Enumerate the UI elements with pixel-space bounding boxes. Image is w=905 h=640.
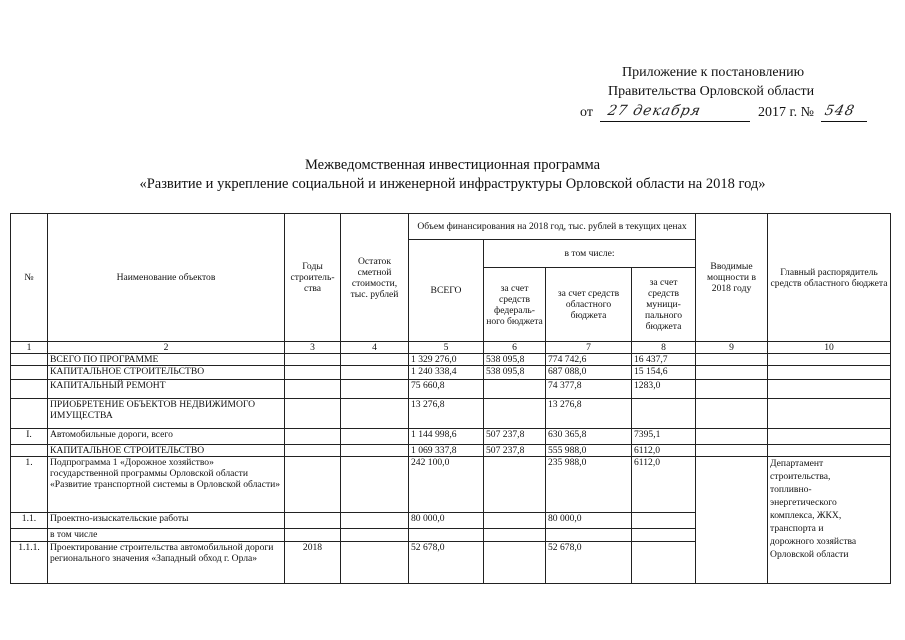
row-remainder (341, 513, 409, 529)
dept-line: топливно- (770, 484, 812, 495)
row-num (11, 529, 48, 542)
row-num: I. (11, 429, 48, 445)
row-regional: 13 276,8 (546, 399, 632, 429)
row-manager (768, 445, 891, 457)
row-municipal (632, 399, 696, 429)
handwritten-number: 548 (823, 103, 857, 119)
row-municipal (632, 542, 696, 584)
col-number: 8 (632, 342, 696, 354)
row-total: 1 329 276,0 (409, 354, 484, 366)
row-federal (484, 380, 546, 399)
row-regional: 74 377,8 (546, 380, 632, 399)
row-municipal: 16 437,7 (632, 354, 696, 366)
col-header-funding: Объем финансирования на 2018 год, тыс. рублей в текущих ценах (409, 214, 696, 240)
row-capacity (696, 354, 768, 366)
row-municipal: 6112,0 (632, 457, 696, 513)
program-title: Межведомственная инвестиционная программа (304, 157, 601, 173)
row-total: 1 240 338,4 (409, 366, 484, 380)
col-header-num: № (11, 214, 48, 342)
row-years (285, 380, 341, 399)
col-number: 4 (341, 342, 409, 354)
row-municipal: 6112,0 (632, 445, 696, 457)
dept-line: Орловской области (770, 549, 849, 560)
col-number: 9 (696, 342, 768, 354)
row-name: КАПИТАЛЬНОЕ СТРОИТЕЛЬСТВО (48, 366, 285, 380)
dept-line: дорожного хозяйства (770, 536, 857, 547)
row-years (285, 354, 341, 366)
col-number-row (11, 342, 891, 354)
row-remainder (341, 429, 409, 445)
row-federal: 507 237,8 (484, 429, 546, 445)
date-field (600, 105, 750, 122)
number-field (821, 105, 867, 122)
row-remainder (341, 529, 409, 542)
row-remainder (341, 354, 409, 366)
row-regional: 80 000,0 (546, 513, 632, 529)
row-municipal: 1283,0 (632, 380, 696, 399)
table-row (11, 399, 891, 429)
row-manager (768, 380, 891, 399)
row-federal (484, 542, 546, 584)
table-row (11, 354, 891, 366)
row-manager (768, 366, 891, 380)
row-remainder (341, 366, 409, 380)
row-name: в том числе (48, 529, 285, 542)
row-total: 80 000,0 (409, 513, 484, 529)
row-capacity (696, 445, 768, 457)
table-row (11, 366, 891, 380)
row-manager (768, 354, 891, 366)
row-remainder (341, 445, 409, 457)
row-num: 1.1.1. (11, 542, 48, 584)
row-federal: 538 095,8 (484, 354, 546, 366)
col-header-name: Наименование объектов (48, 214, 285, 342)
government-line: Правительства Орловской области (608, 84, 815, 99)
row-municipal (632, 513, 696, 529)
col-number: 3 (285, 342, 341, 354)
row-num (11, 354, 48, 366)
row-name: ПРИОБРЕТЕНИЕ ОБЪЕКТОВ НЕДВИЖИМОГО ИМУЩЕСТВА (48, 399, 285, 429)
row-total: 242 100,0 (409, 457, 484, 513)
row-name: Проектно-изыскательские работы (48, 513, 285, 529)
col-number: 5 (409, 342, 484, 354)
row-remainder (341, 457, 409, 513)
col-header-federal: за счет средств федераль-ного бюджета (484, 268, 546, 342)
col-number: 6 (484, 342, 546, 354)
row-total (409, 529, 484, 542)
row-regional: 555 988,0 (546, 445, 632, 457)
row-capacity (696, 429, 768, 445)
row-num (11, 366, 48, 380)
row-name: Проектирование строительства автомобильной дороги регионального значения «Западный обход г. Орла» (48, 542, 285, 584)
row-municipal: 15 154,6 (632, 366, 696, 380)
row-name: КАПИТАЛЬНОЕ СТРОИТЕЛЬСТВО (48, 445, 285, 457)
row-regional: 52 678,0 (546, 542, 632, 584)
row-regional (546, 529, 632, 542)
row-name: Автомобильные дороги, всего (48, 429, 285, 445)
date-prefix: от (580, 105, 593, 120)
table-row (11, 457, 891, 513)
row-federal (484, 513, 546, 529)
row-total: 75 660,8 (409, 380, 484, 399)
row-total: 52 678,0 (409, 542, 484, 584)
row-regional: 687 088,0 (546, 366, 632, 380)
col-number: 7 (546, 342, 632, 354)
appendix-line: Приложение к постановлению (622, 65, 805, 80)
col-number: 2 (48, 342, 285, 354)
dept-line: энергетического (770, 497, 837, 508)
row-federal (484, 529, 546, 542)
program-table (10, 213, 891, 584)
row-total: 1 069 337,8 (409, 445, 484, 457)
row-years (285, 529, 341, 542)
main-manager-cell (768, 457, 891, 584)
col-header-municipal: за счет средств муници-пального бюджета (632, 268, 696, 342)
row-num (11, 399, 48, 429)
row-federal (484, 457, 546, 513)
row-manager (768, 429, 891, 445)
table-row (11, 380, 891, 399)
handwritten-date: 27 декабря (606, 103, 704, 119)
date-number-line (580, 104, 880, 122)
row-years (285, 457, 341, 513)
table-row (11, 429, 891, 445)
row-num: 1. (11, 457, 48, 513)
col-number: 10 (768, 342, 891, 354)
row-capacity (696, 457, 768, 584)
row-capacity (696, 380, 768, 399)
row-years (285, 429, 341, 445)
row-remainder (341, 399, 409, 429)
row-num (11, 445, 48, 457)
dept-line: комплекса, ЖКХ, (770, 510, 842, 521)
dept-line: строительства, (770, 471, 831, 482)
row-name: ВСЕГО ПО ПРОГРАММЕ (48, 354, 285, 366)
row-years (285, 445, 341, 457)
row-years (285, 399, 341, 429)
row-manager (768, 399, 891, 429)
row-federal (484, 399, 546, 429)
row-num: 1.1. (11, 513, 48, 529)
row-federal: 507 237,8 (484, 445, 546, 457)
row-years (285, 366, 341, 380)
row-num (11, 380, 48, 399)
program-subtitle: «Развитие и укрепление социальной и инженерной инфраструктуры Орловской области на 2018 год» (139, 176, 766, 192)
dept-line: транспорта и (770, 523, 824, 534)
col-number: 1 (11, 342, 48, 354)
dept-line: Департамент (770, 458, 824, 469)
year-label: 2017 г. (757, 105, 798, 120)
number-label: № (800, 105, 814, 120)
row-name: КАПИТАЛЬНЫЙ РЕМОНТ (48, 380, 285, 399)
row-municipal (632, 529, 696, 542)
row-remainder (341, 380, 409, 399)
row-capacity (696, 366, 768, 380)
row-total: 13 276,8 (409, 399, 484, 429)
row-municipal: 7395,1 (632, 429, 696, 445)
row-name: Подпрограмма 1 «Дорожное хозяйство» государственной программы Орловской области «Развитие транспортной системы в Орловской области» (48, 457, 285, 513)
col-header-regional: за счет средств областного бюджета (546, 268, 632, 342)
row-years: 2018 (285, 542, 341, 584)
row-capacity (696, 399, 768, 429)
row-total: 1 144 998,6 (409, 429, 484, 445)
col-header-total: ВСЕГО (409, 240, 484, 342)
col-header-including: в том числе: (484, 240, 696, 268)
row-remainder (341, 542, 409, 584)
col-header-capacity: Вводимые мощности в 2018 году (696, 214, 768, 342)
col-header-years: Годы строитель-ства (285, 214, 341, 342)
col-header-manager: Главный распорядитель средств областного бюджета (768, 214, 891, 342)
row-regional: 774 742,6 (546, 354, 632, 366)
row-federal: 538 095,8 (484, 366, 546, 380)
table-row (11, 445, 891, 457)
row-regional: 630 365,8 (546, 429, 632, 445)
row-years (285, 513, 341, 529)
row-regional: 235 988,0 (546, 457, 632, 513)
col-header-remainder: Остаток сметной стоимости, тыс. рублей (341, 214, 409, 342)
